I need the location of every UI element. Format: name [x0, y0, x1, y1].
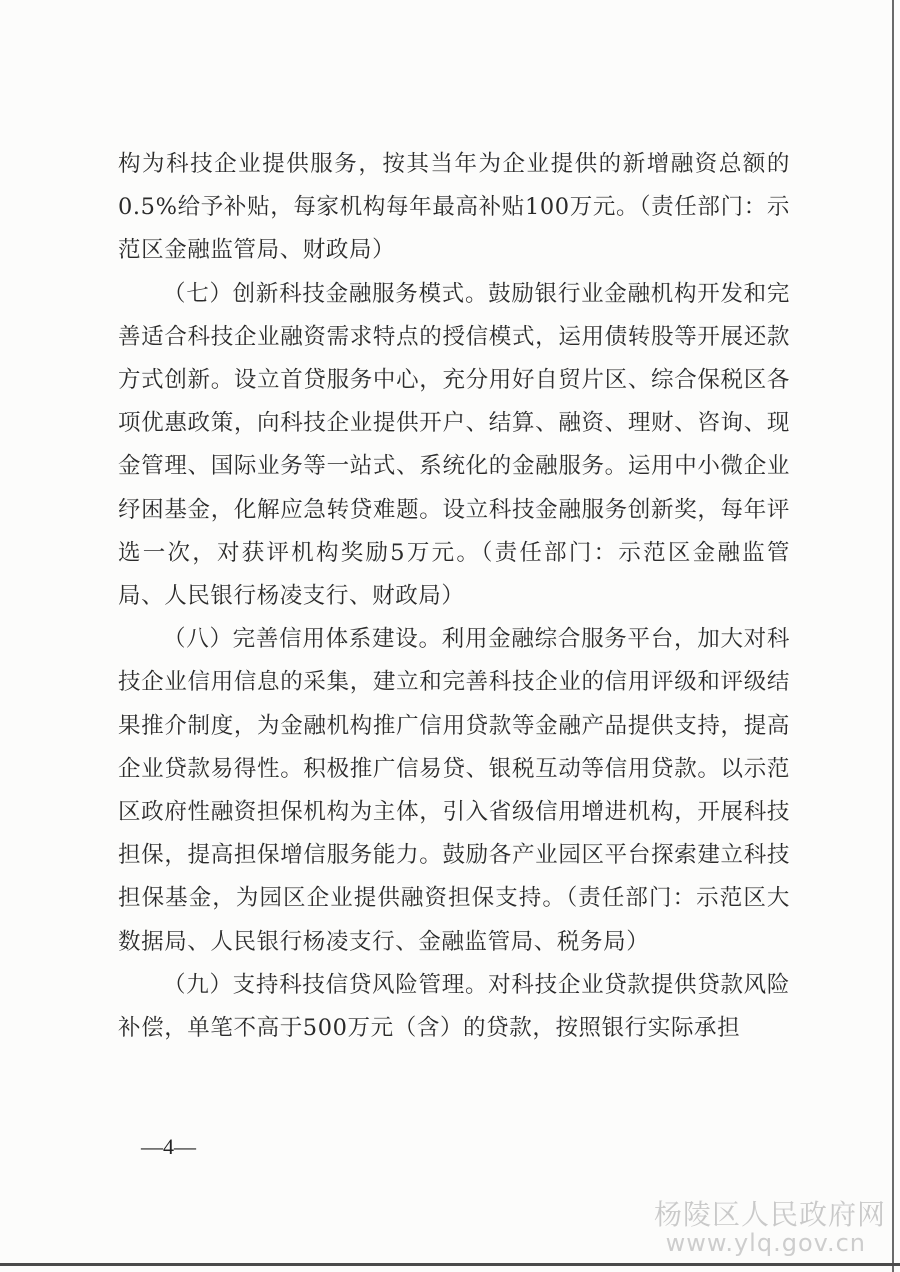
scan-bottom-edge [0, 1263, 900, 1266]
document-body [118, 143, 790, 1050]
paragraph-section-9: （九）支持科技信贷风险管理。对科技企业贷款提供贷款风险补偿，单笔不高于500万元（含）的贷款，按照银行实际承担 [118, 971, 790, 1042]
paragraph-section-8: （八）完善信用体系建设。利用金融综合服务平台，加大对科技企业信用信息的采集，建立和完善科技企业的信用评级和评级结果推介制度，为金融机构推广信用贷款等金融产品提供支持，提高企业贷款易得性。积极推广信易贷、银税互动等信用贷款。以示范区政府性融资担保机构为主体，引入省级信用增进机构，开展科技担保，提高担保增信服务能力。鼓励各产业园区平台探索建立科技担保基金，为园区企业提供融资担保支持。（责任部门：示范区大数据局、人民银行杨凌支行、金融监管局、税务局） [118, 626, 790, 955]
watermark-url: www.ylq.gov.cn [665, 1229, 866, 1257]
paragraph-section-7: （七）创新科技金融服务模式。鼓励银行业金融机构开发和完善适合科技企业融资需求特点的授信模式，运用债转股等开展还款方式创新。设立首贷服务中心，充分用好自贸片区、综合保税区各项优惠政策，向科技企业提供开户、结算、融资、理财、咨询、现金管理、国际业务等一站式、系统化的金融服务。运用中小微企业纾困基金，化解应急转贷难题。设立科技金融服务创新奖，每年评选一次，对获评机构奖励5万元。（责任部门：示范区金融监管局、人民银行杨凌支行、财政局） [118, 280, 790, 610]
scan-right-edge [892, 0, 894, 1272]
page-number: —4— [141, 1134, 196, 1159]
paragraph-continuation: 构为科技企业提供服务，按其当年为企业提供的新增融资总额的0.5%给予补贴，每家机构每年最高补贴100万元。（责任部门：示范区金融监管局、财政局） [118, 151, 790, 264]
watermark-site-name: 杨陵区人民政府网 [653, 1198, 886, 1231]
